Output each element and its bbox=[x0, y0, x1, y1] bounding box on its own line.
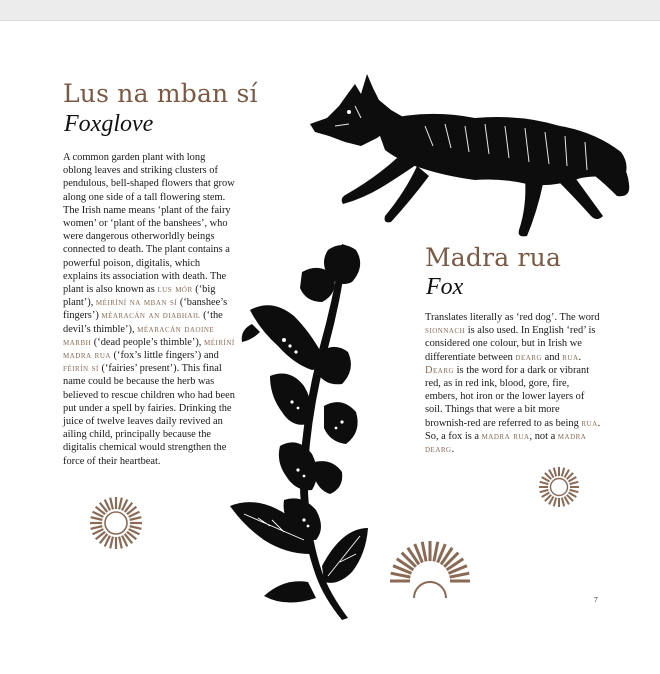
irish-term: féirín sí bbox=[63, 363, 99, 375]
body-text-run: and bbox=[542, 351, 563, 363]
irish-term: lus mór bbox=[157, 284, 193, 296]
body-text-run: A common garden plant with long oblong leaves and striking clusters of pendulous, bell-shaped flowers that grow along one side of a tall flowering stem. The Irish name means ‘plant of the fairy women’ or ‘plant of the banshees’, who were dangerous otherworldly beings connected to death. The plant contains a powerful poison, digitalis, which explains its association with death. The plant is also known as bbox=[63, 152, 235, 296]
irish-term: madra dearg bbox=[425, 430, 587, 456]
irish-term: méiríní madra rua bbox=[63, 336, 235, 362]
fox-body-text bbox=[425, 311, 603, 456]
sunburst-ornament-left bbox=[88, 495, 144, 551]
irish-term: rua bbox=[562, 351, 579, 363]
body-text-run: (‘fox’s little fingers’) and bbox=[110, 350, 219, 362]
body-text-run: (‘fairies’ present’). This final name could be because the herb was believed to rescue children who had been put under a spell by fairies. Drinking the juice of twelve leaves daily revived an ailing child, principally because the digitalis chemical would strengthen the force of their heartbeat. bbox=[63, 363, 235, 467]
sunburst-ornament-bottom bbox=[388, 539, 472, 599]
body-text-run: is the word for a dark or vibrant red, as in red ink, blood, gore, fire, embers, hot iron or the lower layers of soil. Things that were a bit more brownish-red are referred to as being bbox=[425, 364, 590, 429]
irish-term: sionnach bbox=[425, 325, 466, 337]
body-text-run: . bbox=[578, 351, 582, 363]
irish-term: dearg bbox=[515, 351, 543, 363]
irish-term: méaracán an diabhail bbox=[101, 310, 201, 322]
body-text-run: (‘dead people’s thimble’), bbox=[91, 336, 205, 348]
foxglove-english-title: Foxglove bbox=[64, 111, 154, 137]
irish-term: Dearg bbox=[425, 364, 455, 376]
foxglove-irish-title: Lus na mban sí bbox=[63, 79, 258, 108]
fox-illustration bbox=[305, 66, 635, 256]
body-text-run: (‘the devil’s thimble’), bbox=[63, 310, 223, 335]
body-text-run: . bbox=[451, 444, 455, 456]
irish-term: méaracán daoine marbh bbox=[63, 323, 215, 348]
browser-top-bar bbox=[0, 0, 660, 21]
irish-term: méiríní na mban sí bbox=[95, 297, 178, 309]
irish-term: madra rua bbox=[481, 430, 530, 442]
fox-irish-title: Madra rua bbox=[425, 243, 562, 272]
foxglove-illustration bbox=[224, 236, 374, 621]
sunburst-ornament-right bbox=[537, 465, 581, 509]
body-text-run: . So, a fox is a bbox=[425, 417, 601, 442]
irish-term: rua bbox=[581, 417, 598, 429]
body-text-run: , not a bbox=[529, 430, 558, 442]
body-text-run: Translates literally as ‘red dog’. The word bbox=[425, 312, 600, 323]
page-number: 7 bbox=[594, 595, 598, 604]
body-text-run: (‘big plant’), bbox=[63, 284, 216, 309]
foxglove-body-text bbox=[63, 151, 235, 468]
fox-english-title: Fox bbox=[426, 274, 464, 300]
book-page bbox=[0, 21, 660, 674]
body-text-run: is also used. In English ‘red’ is considered one colour, but in Irish we differentiate between bbox=[425, 325, 596, 363]
body-text-run: (‘banshee’s fingers’) bbox=[63, 297, 228, 322]
